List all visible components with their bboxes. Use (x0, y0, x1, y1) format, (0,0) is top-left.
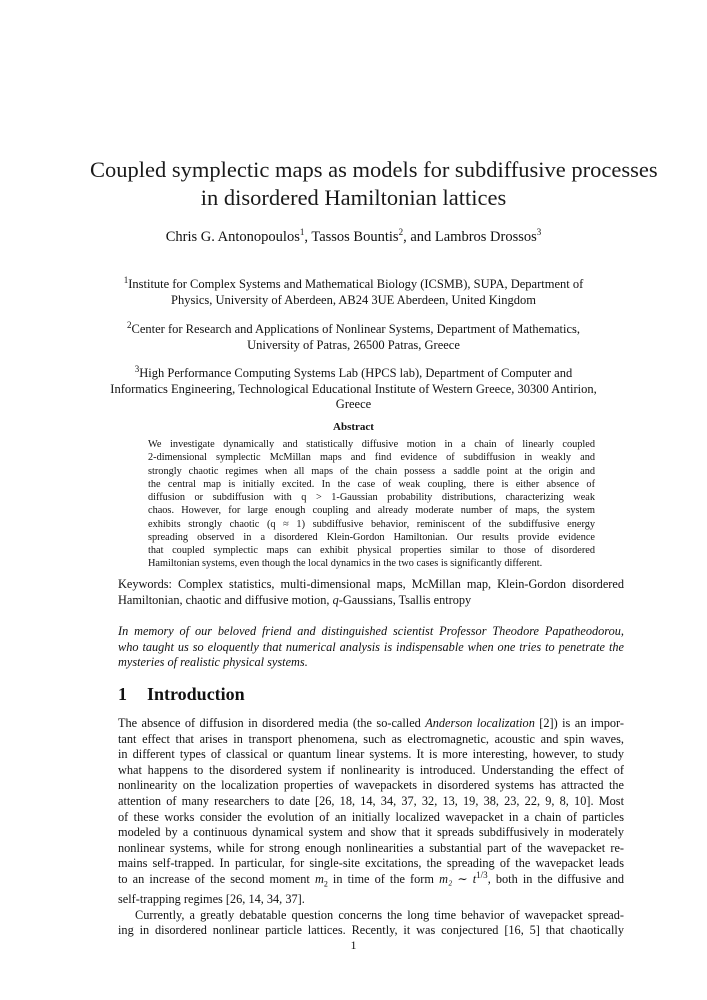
page-number: 1 (350, 938, 357, 952)
abstract-line: the central map is initially excited. In the case of weak coupling, there is either absence of (148, 478, 595, 490)
section-heading (118, 683, 245, 705)
keywords: Keywords: Complex statistics, multi-dimensional maps, McMillan map, Klein-Gordon disordered Hamiltonian, chaotic and diffusive motion, q-Gaussians, Tsallis entropy (118, 577, 624, 607)
author-list: Chris G. Antonopoulos$^1$, Tassos Bountis$^2$, and Lambros Drossos$^3$ (165, 227, 542, 245)
author-name: Tassos Bountis (311, 229, 399, 245)
affiliation-2: $^2$Center for Research and Applications of Nonlinear Systems, Department of Mathematics, University of Patras, 26500 Patras, Greece (127, 319, 580, 352)
abstract-line: exhibits strongly chaotic (q ≈ 1) subdiffusive behavior, reminiscent of the subdiffusive energy (148, 518, 595, 530)
introduction-body: The absence of diffusion in disordered media (the so-called Anderson localization [2]) is an impor- tant effect that arises in transport phenomena, such as electromagnetic, acoustic and spin waves, in different types of classical or quantum linear systems. It is more interesting, however, to study what happens to the disordered system if nonlinearity is introduced. Understanding the effect of nonlinearity on the localization properties of wavepackets in disordered systems has attracted the attention of many researchers to date [26, 18, 14, 34, 37, 32, 13, 19, 38, 23, 22, 9, 8, 10]. Most of these works consider the evolution of an initially localized wavepacket in a chain of particles modeled by a continuous dynamical system and show that it spreads subdiffusively in moderately nonlinear systems, while for strong enough nonlinearities a substantial part of the wavepacket re- mains self-trapped. In particular, for single-site excitations, the spreading of the wavepacket leads to an increase of the second moment $m_2$ in time of the form m₂ ∼ $t^{1/3}$, both in the diffusive and self-trapping regimes [26, 14, 34, 37]. Currently, a greatly debatable question concerns the long time behavior of wavepacket spread- ing in disordered nonlinear particle lattices. Recently, it was conjectured [16, 5] that chaotically (118, 716, 624, 938)
affiliation-1: $^1$Institute for Complex Systems and Mathematical Biology (ICSMB), SUPA, Department of Physics, University of Aberdeen, AB24 3UE Aberdeen, United Kingdom (123, 274, 584, 307)
abstract-body (148, 438, 595, 571)
abstract-line: chaos. However, for large enough coupling and already moderate number of maps, the system (148, 505, 595, 517)
abstract-line: spreading observed in a disordered Klein-Gordon Hamiltonian. Our results provide evidence (148, 531, 595, 543)
abstract-line: strongly chaotic regimes when all maps of the chain possess a saddle point at the origin and (148, 465, 595, 477)
affiliation-3: $^3$High Performance Computing Systems Lab (HPCS lab), Department of Computer and Informatics Engineering, Technological Educational Institute of Western Greece, 30300 Antirion, Greece (110, 363, 597, 411)
author-name: Lambros Drossos (434, 229, 537, 245)
abstract-line: that coupled symplectic maps can exhibit physical properties similar to those of disordered (148, 545, 595, 556)
memorial-dedication: In memory of our beloved friend and distinguished scientist Professor Theodore Papatheodorou, who taught us so eloquently that numerical analysis is indispensable when one tries to penetrate the mysteries of realistic physical systems. (118, 624, 624, 669)
section-title: Introduction (147, 684, 245, 704)
abstract-line: We investigate dynamically and statistically diffusive motion in a chain of linearly coupled (148, 439, 595, 450)
abstract-heading: Abstract (333, 421, 374, 433)
paper-title: Coupled symplectic maps as models for subdiffusive processes in disordered Hamiltonian lattices (90, 157, 658, 210)
abstract-line: 2-dimensional symplectic McMillan maps and find evidence of subdiffusion in weakly and (148, 452, 595, 464)
abstract-line: Hamiltonian systems, even though the local dynamics in the two cases is significantly different. (148, 558, 543, 570)
section-number: 1 (118, 684, 127, 704)
author-name: Chris G. Antonopoulos (165, 229, 300, 245)
abstract-line: diffusion or subdiffusion with q > 1-Gaussian probability distributions, characterizing weak (148, 492, 595, 503)
